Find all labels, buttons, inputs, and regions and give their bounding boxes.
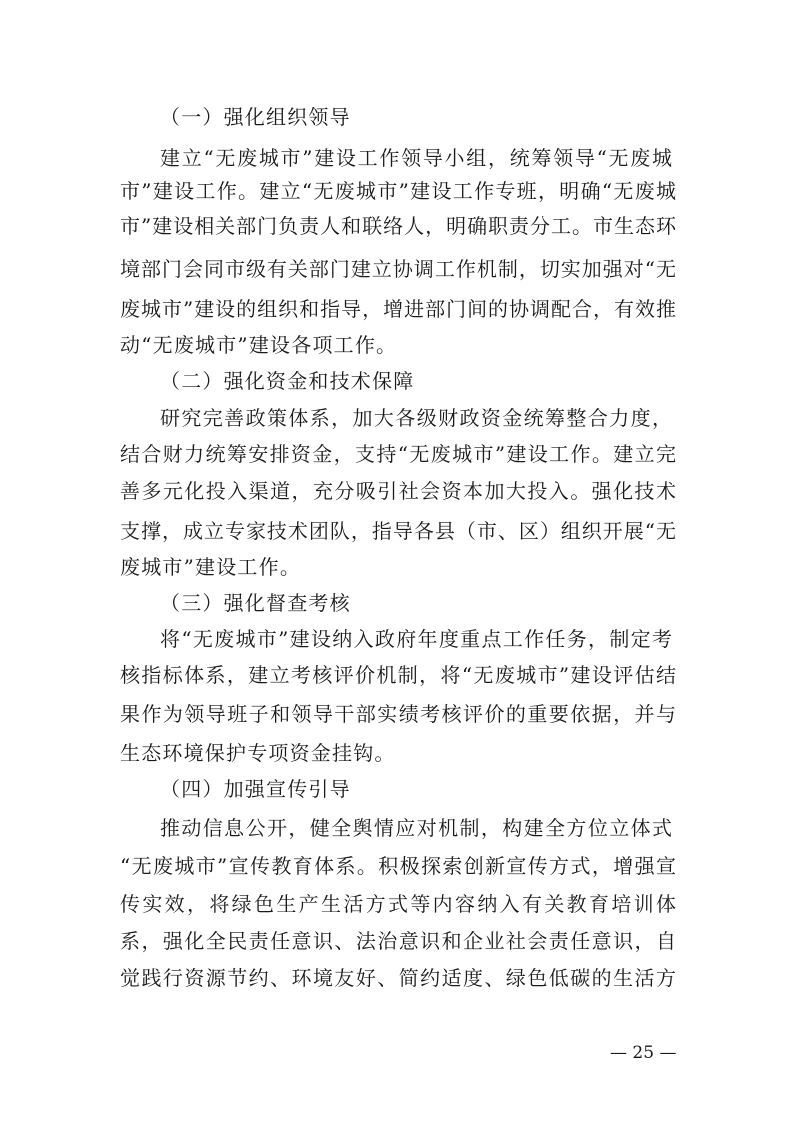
paragraph-line: 结合财力统筹安排资金，支持“无废城市”建设工作。建立完 [120,442,676,466]
section-heading-2: （二）强化资金和技术保障 [160,369,415,393]
paragraph-line: 市”建设相关部门负责人和联络人，明确职责分工。市生态环 [120,214,676,238]
paragraph-line: 将“无废城市”建设纳入政府年度重点工作任务，制定考 [160,627,672,651]
paragraph-line: “无废城市”宣传教育体系。积极探索创新宣传方式，增强宣 [120,854,676,878]
paragraph-line: 生态环境保护专项资金挂钩。 [120,741,396,765]
paragraph-line: 研究完善政策体系，加大各级财政资金统筹整合力度， [160,406,672,430]
paragraph-line: 系，强化全民责任意识、法治意识和企业社会责任意识，自 [120,929,676,953]
paragraph-line: 果作为领导班子和领导干部实绩考核评价的重要依据，并与 [120,702,676,726]
paragraph-line: 境部门会同市级有关部门建立协调工作机制，切实加强对“无 [120,257,676,281]
paragraph-line: 觉践行资源节约、环境友好、简约适度、绿色低碳的生活方 [120,966,676,990]
paragraph-line: 建立“无废城市”建设工作领导小组，统筹领导“无废城 [160,146,672,170]
paragraph-line: 支撑，成立专家技术团队，指导各县（市、区）组织开展“无 [120,519,676,543]
paragraph-line: 废城市”建设的组织和指导，增进部门间的协调配合，有效推 [120,297,676,321]
page-number: — 25 — [610,1043,677,1063]
section-heading-1: （一）强化组织领导 [160,105,351,129]
paragraph-line: 废城市”建设工作。 [120,555,302,579]
paragraph-line: 市”建设工作。建立“无废城市”建设工作专班，明确“无废城 [120,179,676,203]
paragraph-line: 推动信息公开，健全舆情应对机制，构建全方位立体式 [160,816,672,840]
paragraph-line: 核指标体系，建立考核评价机制，将“无废城市”建设评估结 [120,663,676,687]
paragraph-line: 动“无废城市”建设各项工作。 [120,333,398,357]
paragraph-line: 善多元化投入渠道，充分吸引社会资本加大投入。强化技术 [120,479,676,503]
section-heading-3: （三）强化督查考核 [160,591,351,615]
paragraph-line: 传实效，将绿色生产生活方式等内容纳入有关教育培训体 [120,892,676,916]
section-heading-4: （四）加强宣传引导 [160,777,351,801]
